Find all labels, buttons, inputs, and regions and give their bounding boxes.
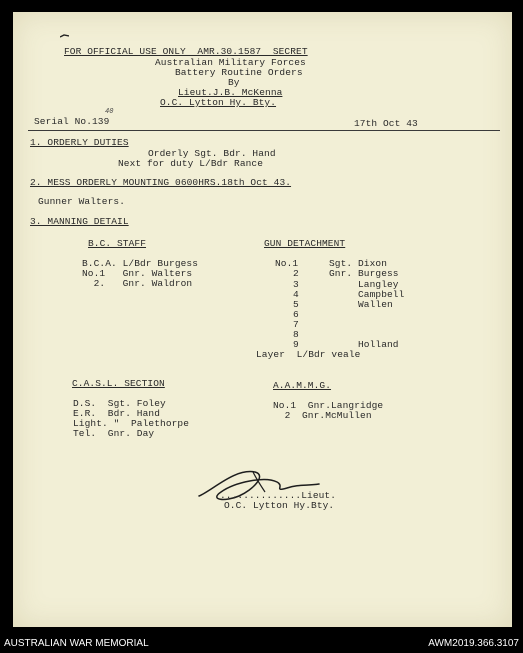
gun-detachment-title: GUN DETACHMENT — [264, 238, 346, 249]
section-1-title: 1. ORDERLY DUTIES — [30, 137, 129, 148]
gun-crew-name: Holland — [358, 339, 399, 350]
gun-layer: Layer L/Bdr veale — [256, 349, 361, 360]
header-unit: O.C. Lytton Hy. Bty. — [160, 97, 277, 108]
gun-crew-name: Sgt. Dixon — [329, 258, 388, 269]
section-3-title: 3. MANNING DETAIL — [30, 216, 129, 227]
gun-crew-name: Campbell — [358, 289, 405, 300]
casl-section-title: C.A.S.L. SECTION — [72, 378, 165, 389]
casl-row: D.S. Sgt. Foley — [73, 398, 166, 409]
classification-line: FOR OFFICIAL USE ONLY AMR.30.1587 SECRET — [64, 46, 308, 57]
paperclip-mark-icon — [60, 34, 69, 39]
footer-catalogue-id: AWM2019.366.3107 — [428, 638, 519, 649]
gun-number: 5 — [293, 299, 299, 310]
gun-number: 3 — [293, 279, 299, 290]
orderly-sergeant: Orderly Sgt. Bdr. Hand — [148, 148, 276, 159]
signature-line: ..............Lieut. — [220, 490, 337, 501]
serial-annotation: 40 — [105, 108, 114, 116]
header-document-type: Battery Routine Orders — [175, 67, 303, 78]
signatory-title: O.C. Lytton Hy.Bty. — [224, 500, 335, 511]
aammg-row: No.1 Gnr.Langridge — [273, 400, 384, 411]
bc-staff-row: B.C.A. L/Bdr Burgess — [82, 258, 199, 269]
footer-institution: AUSTRALIAN WAR MEMORIAL — [4, 638, 149, 649]
gun-crew-name: Langley — [358, 279, 399, 290]
serial-number: Serial No.139 — [34, 116, 110, 127]
header-by: By — [228, 77, 240, 88]
gun-number: 2 — [293, 268, 299, 279]
aammg-row: 2 Gnr.McMullen — [273, 410, 372, 421]
gun-crew-name: Gnr. Burgess — [329, 268, 399, 279]
bc-staff-row: No.1 Gnr. Walters — [82, 268, 193, 279]
header-officer: Lieut.J.B. McKenna — [178, 87, 283, 98]
next-for-duty: Next for duty L/Bdr Rance — [118, 158, 264, 169]
mess-orderly: Gunner Walters. — [38, 196, 126, 207]
casl-row: E.R. Bdr. Hand — [73, 408, 161, 419]
bc-staff-title: B.C. STAFF — [88, 238, 147, 249]
gun-number: 8 — [293, 329, 299, 340]
gun-crew-name: Wallen — [358, 299, 393, 310]
aammg-title: A.A.M.M.G. — [273, 380, 332, 391]
order-date: 17th Oct 43 — [354, 118, 418, 129]
gun-number: 7 — [293, 319, 299, 330]
header-divider — [28, 130, 500, 131]
gun-number: 6 — [293, 309, 299, 320]
casl-row: Tel. Gnr. Day — [73, 428, 155, 439]
gun-number: 9 — [293, 339, 299, 350]
section-2-title: 2. MESS ORDERLY MOUNTING 0600HRS.18th Oct 43. — [30, 177, 292, 188]
gun-number: No.1 — [275, 258, 299, 269]
casl-row: Light. " Palethorpe — [73, 418, 190, 429]
header-organisation: Australian Military Forces — [155, 57, 306, 68]
bc-staff-row: 2. Gnr. Waldron — [82, 278, 193, 289]
gun-number: 4 — [293, 289, 299, 300]
